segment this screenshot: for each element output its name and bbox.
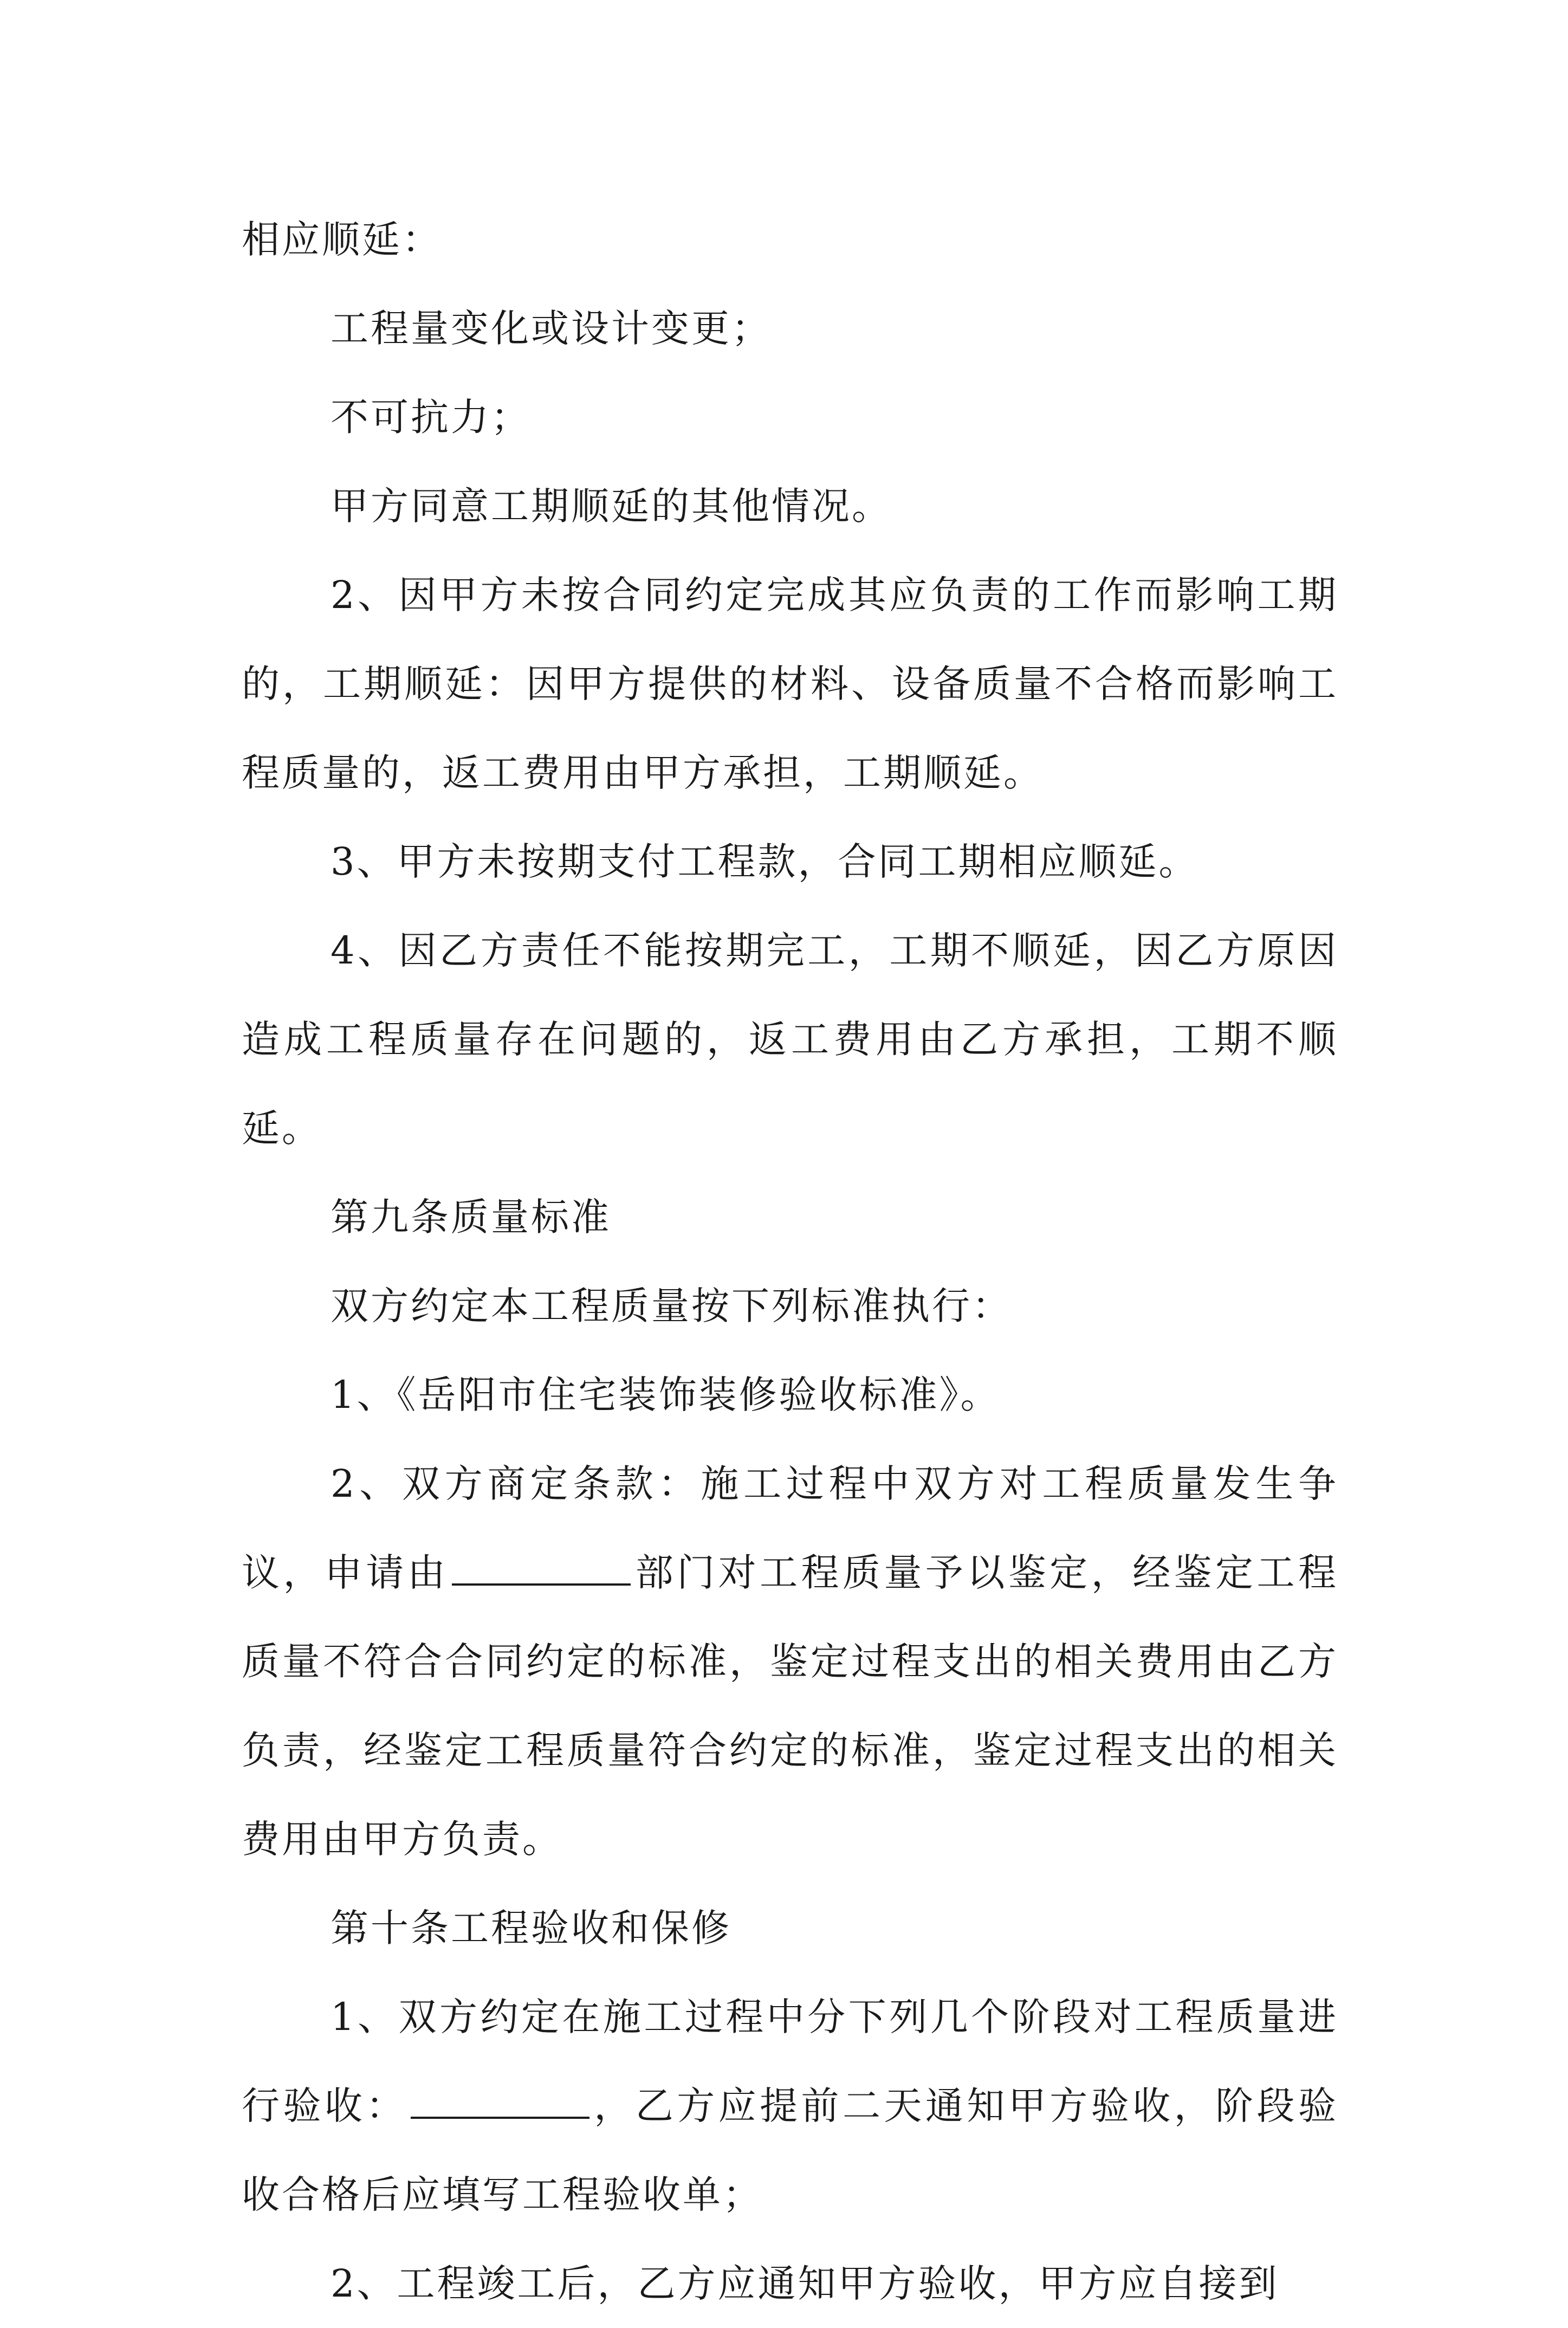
paragraph-text: 部门对工程质量予以鉴定，经鉴定工程质量不符合合同约定的标准，鉴定过程支出的相关费用由乙方负责，经鉴定工程质量符合约定的标准，鉴定过程支出的相关费用由甲方负责。 <box>242 1550 1339 1861</box>
clause-paragraph <box>242 906 1338 1173</box>
paragraph-text: 1、双方约定在施工过程中分下列几个阶段对工程质量进行验收： <box>242 1995 1338 2128</box>
paragraph-text: 2、工程竣工后，乙方应通知甲方验收，甲方应自接到 <box>331 2261 1279 2306</box>
article-heading <box>242 1173 1338 1262</box>
blank-fill-field[interactable] <box>452 1552 631 1586</box>
paragraph-text: 甲方同意工期顺延的其他情况。 <box>331 484 892 528</box>
clause-paragraph <box>242 817 1338 906</box>
clause-paragraph <box>242 2239 1338 2328</box>
paragraph-continuation <box>242 195 1338 284</box>
clause-paragraph <box>242 1262 1338 1350</box>
clause-paragraph <box>242 1439 1338 1884</box>
paragraph-text: 1、《岳阳市住宅装饰装修验收标准》。 <box>331 1373 1001 1417</box>
paragraph-text: 2、因甲方未按合同约定完成其应负责的工作而影响工期的，工期顺延：因甲方提供的材料、设备质量不合格而影响工程质量的，返工费用由甲方承担，工期顺延。 <box>242 573 1338 795</box>
paragraph-text: 工程量变化或设计变更； <box>331 306 772 351</box>
paragraph-text: 相应顺延： <box>242 217 442 262</box>
paragraph-text: 4、因乙方责任不能按期完工，工期不顺延，因乙方原因造成工程质量存在问题的，返工费用由乙方承担，工期不顺延。 <box>242 928 1338 1150</box>
heading-text: 第九条质量标准 <box>331 1195 611 1239</box>
paragraph-text: ，乙方应提前二天通知甲方验收，阶段验收合格后应填写工程验收单； <box>242 2084 1339 2217</box>
paragraph-item <box>242 373 1338 462</box>
clause-paragraph <box>242 1973 1338 2239</box>
paragraph-text: 不可抗力； <box>331 395 531 439</box>
heading-text: 第十条工程验收和保修 <box>331 1906 731 1950</box>
clause-paragraph <box>242 551 1338 817</box>
paragraph-text: 2、双方商定条款：施工过程中双方对工程质量发生争议，申请由 <box>242 1462 1338 1595</box>
paragraph-item <box>242 462 1338 551</box>
article-heading <box>242 1884 1338 1973</box>
blank-fill-field[interactable] <box>411 2085 589 2119</box>
paragraph-text: 3、甲方未按期支付工程款，合同工期相应顺延。 <box>331 839 1199 884</box>
clause-paragraph <box>242 1350 1338 1439</box>
document-body <box>242 195 1338 2328</box>
paragraph-text: 双方约定本工程质量按下列标准执行： <box>331 1284 1012 1328</box>
paragraph-item <box>242 284 1338 373</box>
